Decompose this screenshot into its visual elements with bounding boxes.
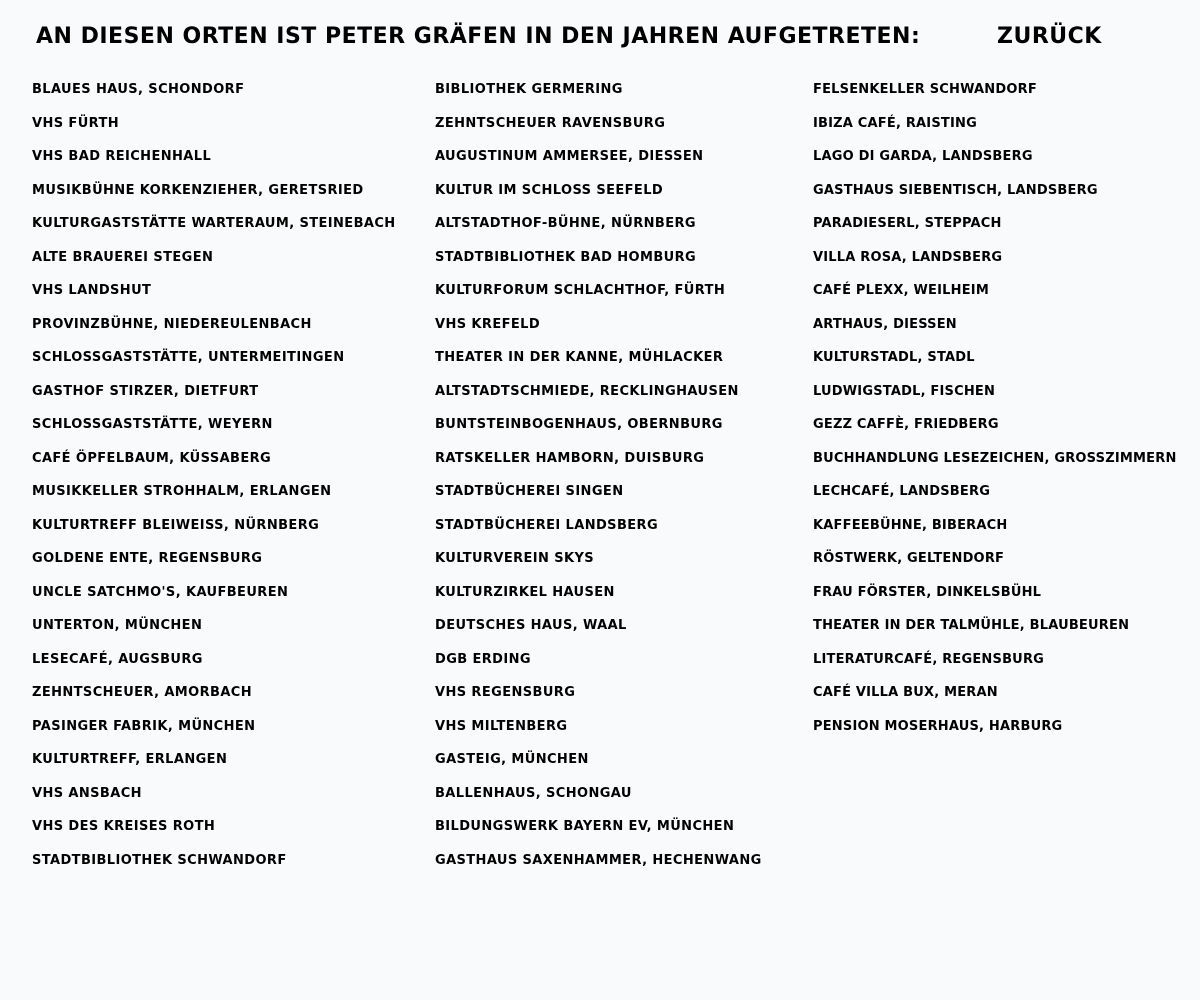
venue-item: STADTBIBLIOTHEK SCHWANDORF (32, 852, 287, 868)
venue-item: RÖSTWERK, GELTENDORF (813, 551, 1005, 566)
venue-item: PASINGER FABRIK, MÜNCHEN (32, 718, 256, 734)
venue-item: GASTHOF STIRZER, DIETFURT (32, 383, 259, 399)
venue-item: SCHLOSSGASTSTÄTTE, WEYERN (32, 417, 273, 432)
venue-item: ALTSTADTSCHMIEDE, RECKLINGHAUSEN (435, 383, 739, 399)
venue-item: CAFÉ VILLA BUX, MERAN (813, 685, 998, 700)
venue-item: KULTURGASTSTÄTTE WARTERAUM, STEINEBACH (32, 216, 396, 231)
venue-item: MUSIKBÜHNE KORKENZIEHER, GERETSRIED (32, 182, 364, 198)
venue-item: ZEHNTSCHEUER, AMORBACH (32, 685, 252, 700)
venue-item: LESECAFÉ, AUGSBURG (32, 651, 203, 667)
venue-item: THEATER IN DER KANNE, MÜHLACKER (435, 350, 724, 365)
venue-column-1 (32, 73, 396, 877)
venue-item: KULTURVEREIN SKYS (435, 551, 595, 566)
venue-item: AUGUSTINUM AMMERSEE, DIESSEN (435, 149, 704, 164)
venue-item: BILDUNGSWERK BAYERN EV, MÜNCHEN (435, 819, 735, 834)
venue-item: KULTUR IM SCHLOSS SEEFELD (435, 182, 664, 198)
venue-item: BIBLIOTHEK GERMERING (435, 82, 623, 97)
venue-item: VHS REGENSBURG (435, 685, 576, 700)
venue-item: FELSENKELLER SCHWANDORF (813, 82, 1037, 97)
back-link[interactable]: ZURÜCK (997, 24, 1102, 49)
venue-item: THEATER IN DER TALMÜHLE, BLAUBEUREN (813, 618, 1130, 633)
venue-item: LAGO DI GARDA, LANDSBERG (813, 149, 1033, 164)
venue-item: VHS ANSBACH (32, 785, 142, 801)
venue-item: KULTURFORUM SCHLACHTHOF, FÜRTH (435, 283, 726, 298)
venue-item: VHS BAD REICHENHALL (32, 149, 212, 164)
venue-item: ARTHAUS, DIESSEN (813, 316, 957, 332)
venue-item: GASTEIG, MÜNCHEN (435, 752, 589, 767)
venue-column-3 (813, 73, 1177, 743)
venue-item: VHS DES KREISES ROTH (32, 819, 216, 834)
venue-item: ALTE BRAUEREI STEGEN (32, 249, 214, 265)
venue-item: VILLA ROSA, LANDSBERG (813, 249, 1003, 265)
venue-item: GASTHAUS SIEBENTISCH, LANDSBERG (813, 182, 1098, 198)
venue-item: BUNTSTEINBOGENHAUS, OBERNBURG (435, 417, 723, 432)
venue-item: MUSIKKELLER STROHHALM, ERLANGEN (32, 484, 332, 499)
venue-item: KULTURSTADL, STADL (813, 350, 975, 365)
venue-item: VHS LANDSHUT (32, 283, 152, 298)
venue-item: LITERATURCAFÉ, REGENSBURG (813, 651, 1045, 667)
venue-item: FRAU FÖRSTER, DINKELSBÜHL (813, 584, 1042, 600)
venue-item: KAFFEEBÜHNE, BIBERACH (813, 517, 1008, 533)
venue-column-2 (435, 73, 762, 877)
venue-item: PENSION MOSERHAUS, HARBURG (813, 718, 1063, 734)
venue-item: BLAUES HAUS, SCHONDORF (32, 82, 245, 97)
venue-item: CAFÉ ÖPFELBAUM, KÜSSABERG (32, 450, 272, 466)
venue-item: VHS KREFELD (435, 316, 541, 332)
venue-item: KULTURZIRKEL HAUSEN (435, 584, 615, 600)
venue-item: DGB ERDING (435, 651, 531, 667)
venue-item: UNCLE SATCHMO'S, KAUFBEUREN (32, 584, 289, 600)
venue-item: VHS FÜRTH (32, 115, 120, 131)
venue-item: CAFÉ PLEXX, WEILHEIM (813, 283, 989, 298)
venue-item: SCHLOSSGASTSTÄTTE, UNTERMEITINGEN (32, 350, 345, 365)
venue-item: STADTBÜCHEREI SINGEN (435, 484, 624, 499)
venue-item: VHS MILTENBERG (435, 718, 568, 734)
venue-item: RATSKELLER HAMBORN, DUISBURG (435, 450, 705, 466)
page-header (36, 20, 1176, 54)
venue-item: STADTBÜCHEREI LANDSBERG (435, 517, 659, 533)
venue-item: BUCHHANDLUNG LESEZEICHEN, GROSSZIMMERN (813, 450, 1177, 466)
venue-item: PARADIESERL, STEPPACH (813, 216, 1002, 231)
venue-item: DEUTSCHES HAUS, WAAL (435, 618, 627, 633)
venue-item: LECHCAFÉ, LANDSBERG (813, 484, 991, 499)
venue-item: ALTSTADTHOF-BÜHNE, NÜRNBERG (435, 216, 696, 231)
venue-item: ZEHNTSCHEUER RAVENSBURG (435, 115, 666, 131)
venue-item: UNTERTON, MÜNCHEN (32, 618, 203, 633)
venue-item: GEZZ CAFFÈ, FRIEDBERG (813, 417, 999, 432)
venue-item: LUDWIGSTADL, FISCHEN (813, 383, 996, 399)
venue-item: KULTURTREFF BLEIWEISS, NÜRNBERG (32, 517, 320, 533)
venue-item: GASTHAUS SAXENHAMMER, HECHENWANG (435, 852, 762, 868)
page-title: AN DIESEN ORTEN IST PETER GRÄFEN IN DEN JAHREN AUFGETRETEN: (36, 24, 921, 49)
venue-item: GOLDENE ENTE, REGENSBURG (32, 551, 263, 566)
venue-item: KULTURTREFF, ERLANGEN (32, 752, 228, 767)
venue-item: IBIZA CAFÉ, RAISTING (813, 115, 977, 131)
venue-item: BALLENHAUS, SCHONGAU (435, 785, 632, 801)
venue-item: STADTBIBLIOTHEK BAD HOMBURG (435, 249, 697, 265)
venue-item: PROVINZBÜHNE, NIEDEREULENBACH (32, 316, 312, 332)
